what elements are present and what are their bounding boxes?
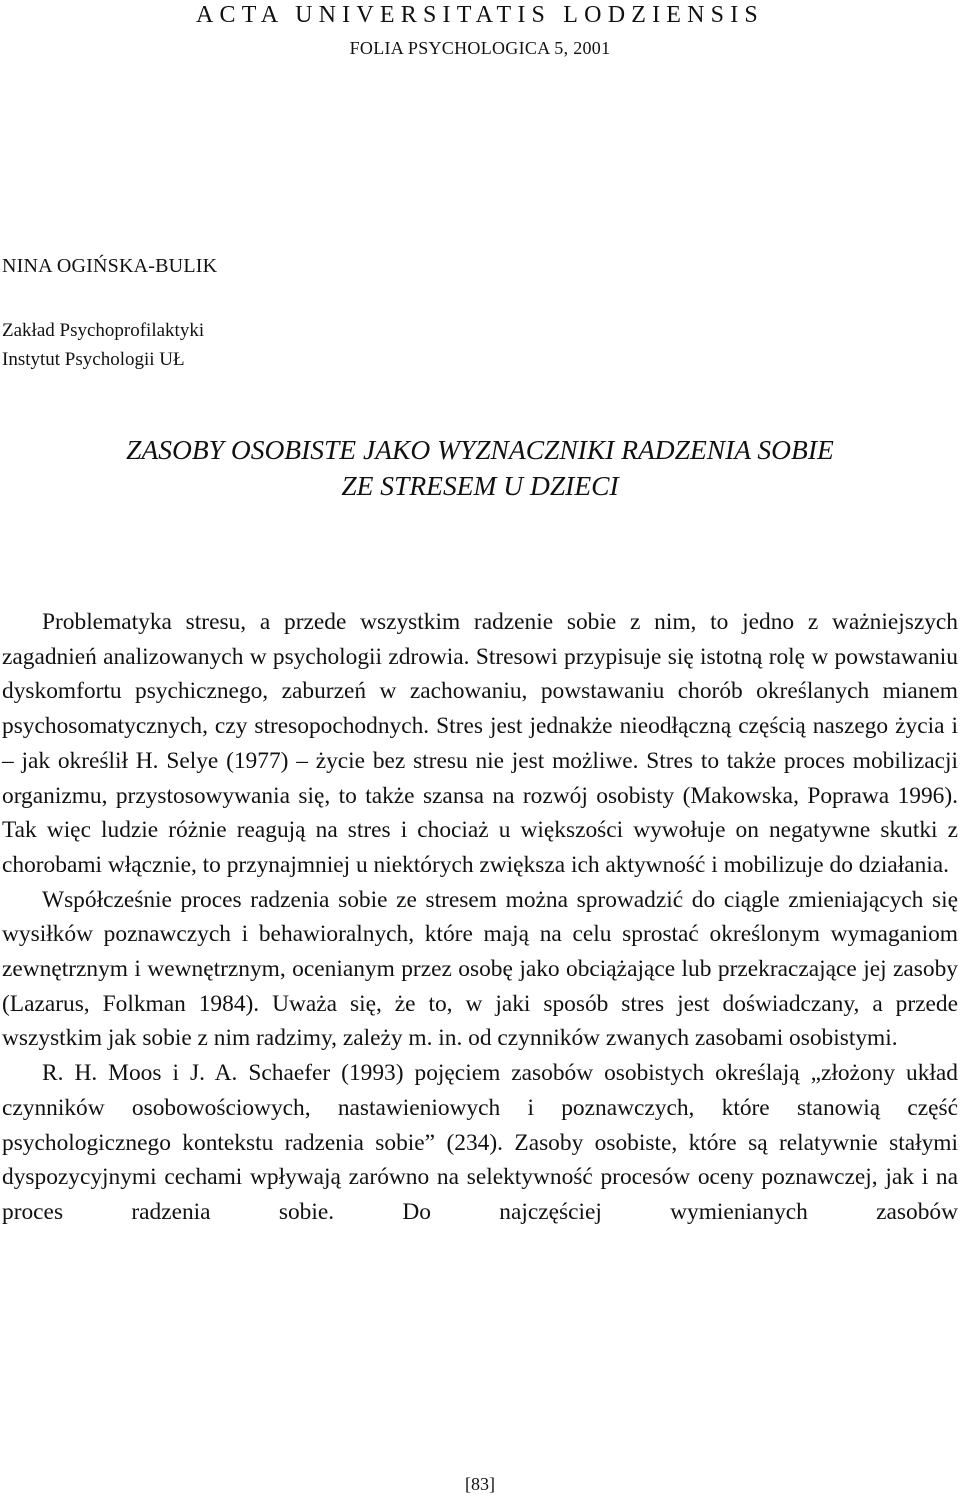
affiliation-department: Zakład Psychoprofilaktyki — [2, 320, 205, 341]
author-name: NINA OGIŃSKA-BULIK — [2, 255, 218, 277]
title-line-1: ZASOBY OSOBISTE JAKO WYZNACZNIKI RADZENIA SOBIE — [126, 434, 834, 465]
page-number: [83] — [465, 1474, 495, 1494]
journal-title: ACTA UNIVERSITATIS LODZIENSIS — [196, 2, 764, 28]
affiliation-institute: Instytut Psychologii UŁ — [2, 349, 185, 370]
paragraph-2: Współcześnie proces radzenia sobie ze stresem można sprowadzić do ciągle zmieniających się wysiłków poznawczych i behawioralnych, które mają na celu sprostać określonym wymaganiom zewnętrznym i wewnętrznym, ocenianym przez osobę jako obciążające lub przekraczające jej zasoby (Lazarus, Folkman 1984). Uważa się, że to, w jaki sposób stres jest doświadczany, a przede wszystkim jak sobie z nim radzimy, zależy m. in. od czynników zwanych zasobami osobistymi. — [2, 886, 958, 1052]
affiliation — [2, 316, 204, 374]
article-title — [0, 432, 960, 504]
paragraph-3: R. H. Moos i J. A. Schaefer (1993) pojęciem zasobów osobistych określają „złożony układ czynników osobowościowych, nastawieniowych i poznawczych, które stanowią część psychologicznego kontekstu radzenia sobie” (234). Zasoby osobiste, które są relatywnie stałymi dyspozycyjnymi cechami wpływają zarówno na selektywność procesów oceny poznawczej, jak i na proces radzenia sobie. Do najczęściej wymienianych zasobów — [2, 1060, 958, 1225]
journal-issue: FOLIA PSYCHOLOGICA 5, 2001 — [349, 38, 611, 58]
title-line-2: ZE STRESEM U DZIECI — [341, 470, 619, 501]
paragraph-1: Problematyka stresu, a przede wszystkim radzenie sobie z nim, to jedno z ważniejszych zagadnień analizowanych w psychologii zdrowia. Stresowi przypisuje się istotną rolę w powstawaniu dyskomfortu psychicznego, zaburzeń w zachowaniu, powstawaniu chorób określanych mianem psychosomatycznych, czy stresopochodnych. Stres jest jednakże nieodłączną częścią naszego życia i – jak określił H. Selye (1977) – życie bez stresu nie jest możliwe. Stres to także proces mobilizacji organizmu, przystosowywania się, to także szansa na rozwój osobisty (Makowska, Poprawa 1996). Tak więc ludzie różnie reagują na stres i chociaż u większości wywołuje on negatywne skutki z chorobami włącznie, to przynajmniej u niektórych zwiększa ich aktywność i mobilizuje do działania. — [2, 609, 958, 878]
article-body — [2, 605, 958, 1230]
